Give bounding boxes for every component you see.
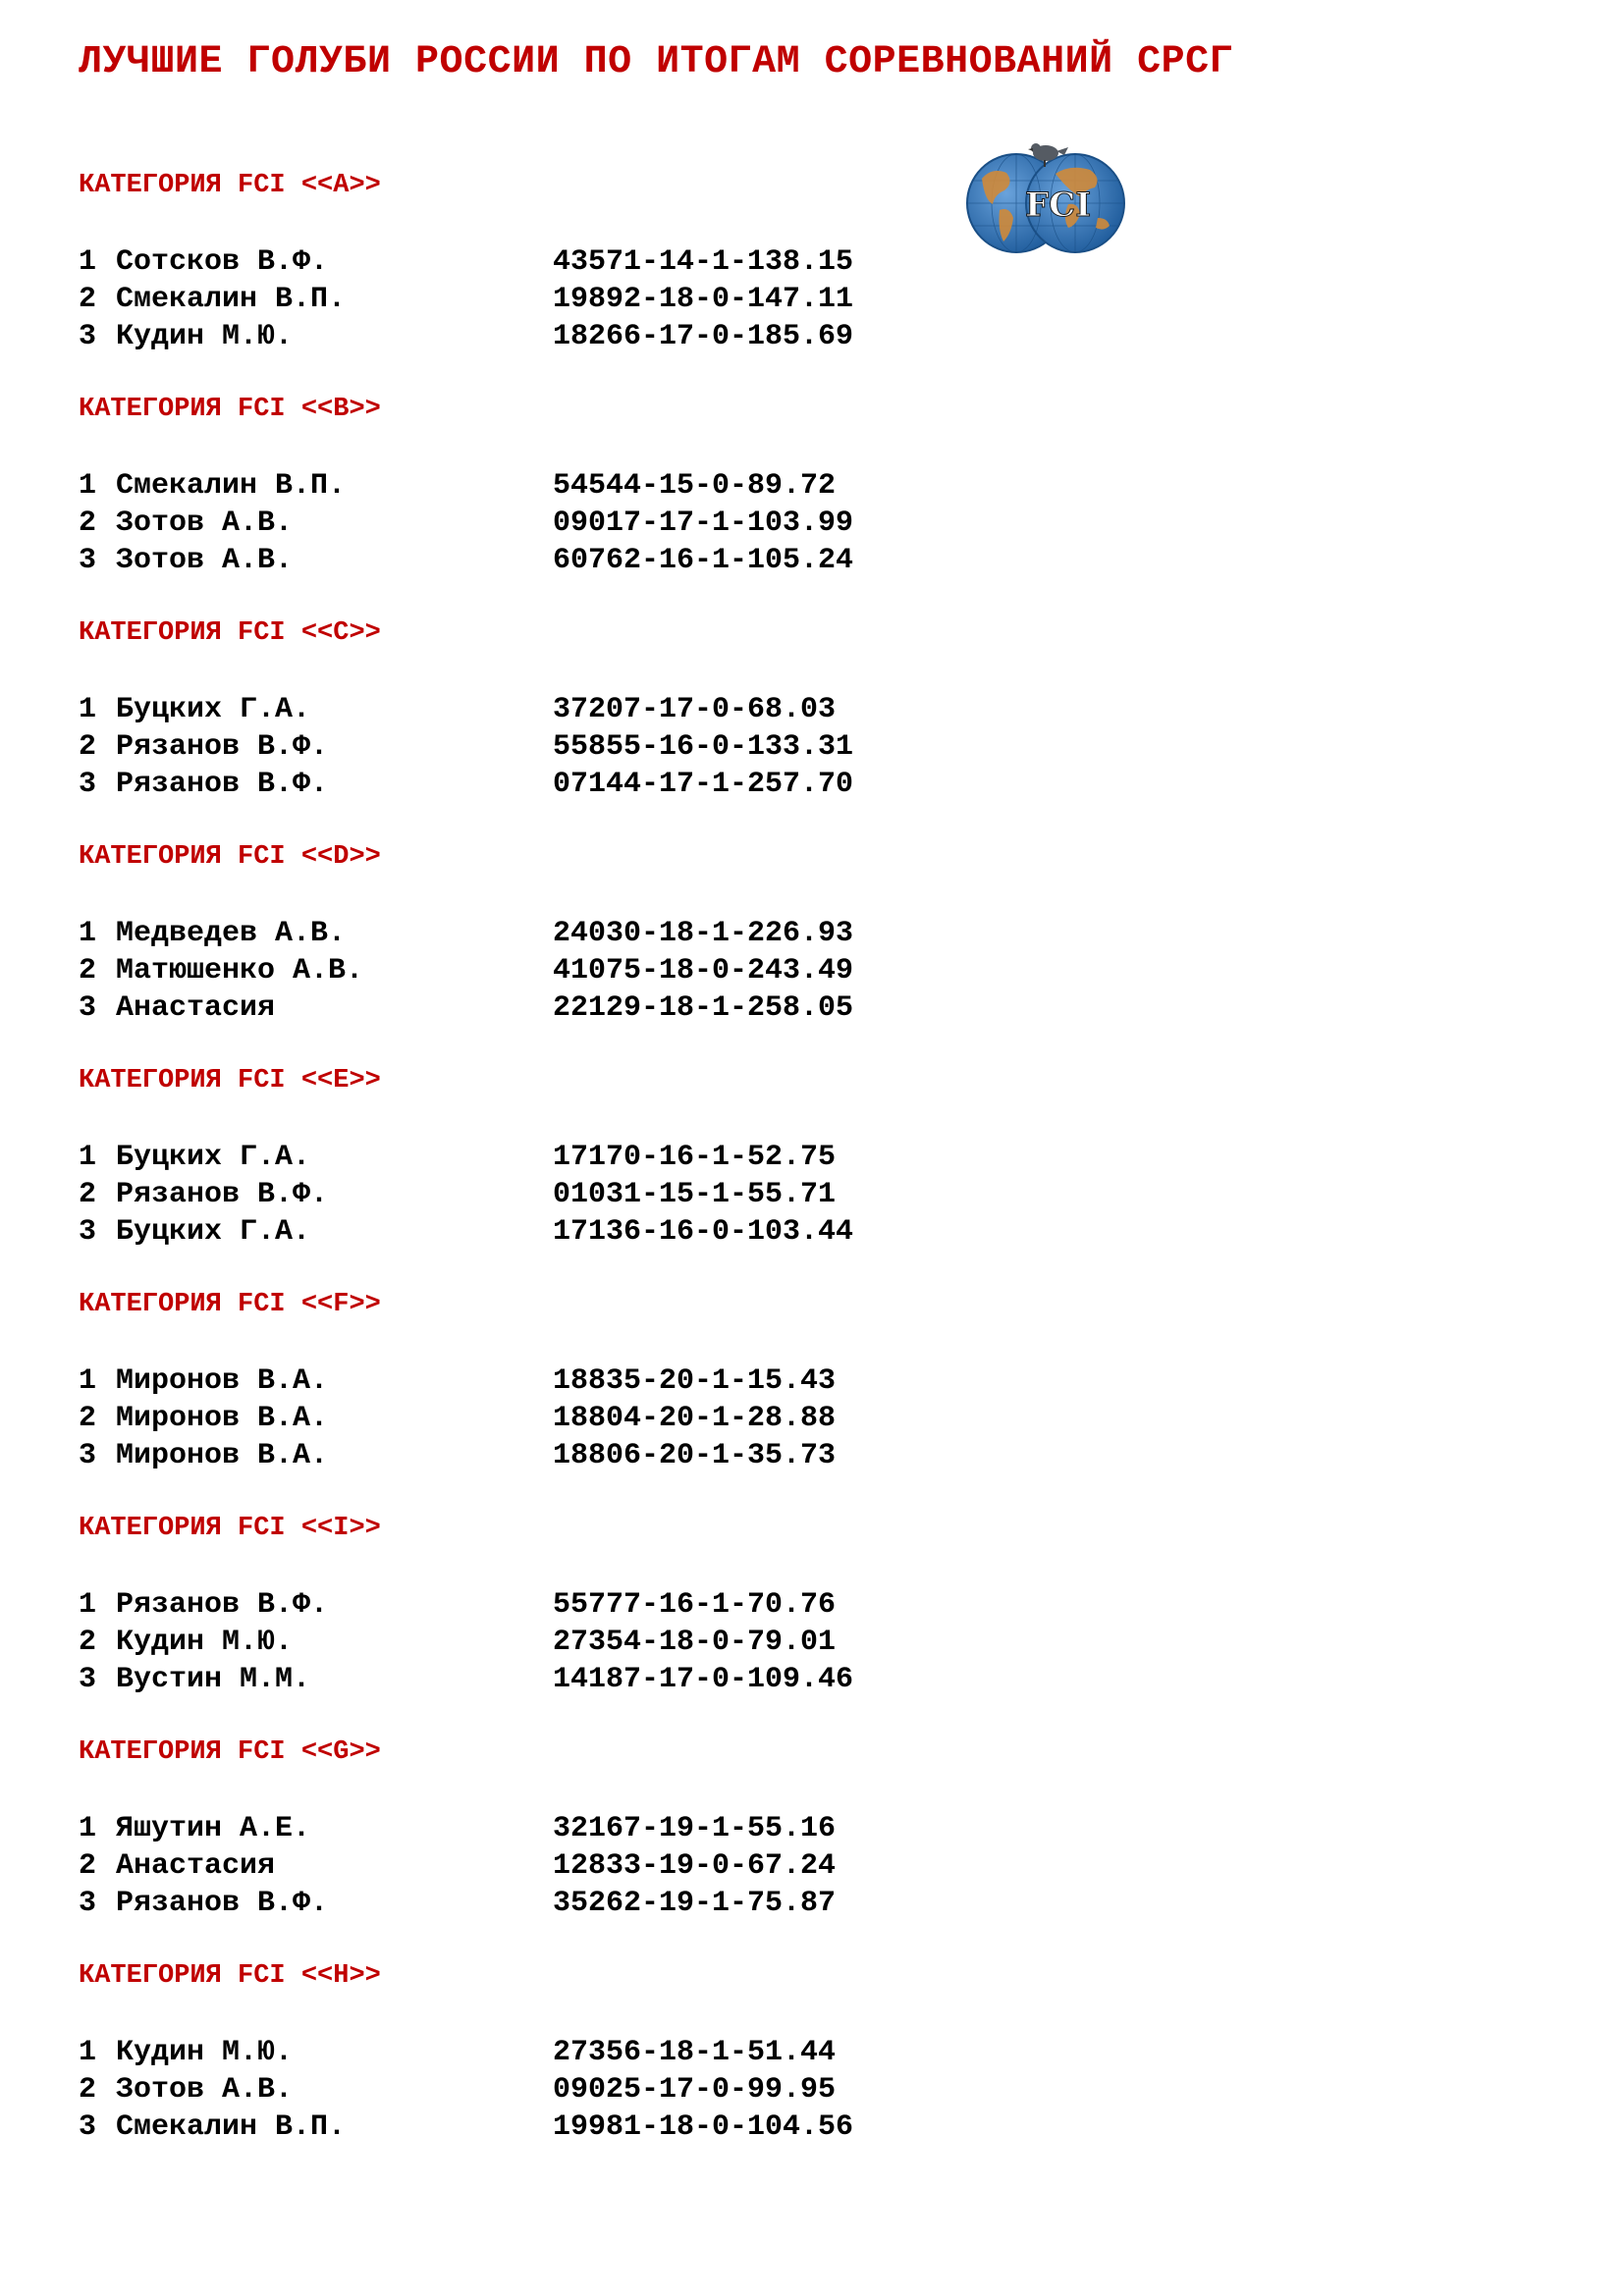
ring-number: 41075-18-0-243.49	[553, 954, 854, 988]
result-place: 1	[79, 917, 97, 950]
result-rows	[79, 243, 962, 355]
page-title: ЛУЧШИЕ ГОЛУБИ РОССИИ ПО ИТОГАМ СОРЕВНОВАНИЙ СРСГ	[79, 40, 1234, 84]
owner-name: Буцких Г.А.	[116, 1215, 311, 1249]
result-row	[79, 243, 962, 281]
ring-number: 18804-20-1-28.88	[553, 1402, 837, 1435]
fci-globe-pigeon-logo	[962, 139, 1129, 257]
result-row	[79, 505, 962, 542]
ring-number: 60762-16-1-105.24	[553, 544, 854, 577]
result-row	[79, 1437, 962, 1474]
category-section	[79, 1288, 962, 1512]
result-place: 2	[79, 1178, 97, 1211]
owner-name: Миронов В.А.	[116, 1402, 329, 1435]
result-place: 2	[79, 1849, 97, 1883]
result-row	[79, 1885, 962, 1922]
category-label: КАТЕГОРИЯ FCI <<D>>	[79, 842, 381, 872]
ring-number: 54544-15-0-89.72	[553, 469, 837, 503]
category-label: КАТЕГОРИЯ FCI <<F>>	[79, 1290, 381, 1319]
category-section	[79, 1064, 962, 1288]
result-row	[79, 989, 962, 1027]
ring-number: 19981-18-0-104.56	[553, 2110, 854, 2144]
owner-name: Рязанов В.Ф.	[116, 1887, 329, 1920]
result-row	[79, 2034, 962, 2071]
owner-name: Рязанов В.Ф.	[116, 730, 329, 764]
owner-name: Миронов В.А.	[116, 1439, 329, 1472]
ring-number: 55855-16-0-133.31	[553, 730, 854, 764]
owner-name: Зотов А.В.	[116, 544, 294, 577]
owner-name: Кудин М.Ю.	[116, 2036, 294, 2069]
category-section	[79, 169, 962, 393]
result-rows	[79, 1362, 962, 1474]
result-row	[79, 1176, 962, 1213]
result-place: 3	[79, 544, 97, 577]
result-row	[79, 1624, 962, 1661]
ring-number: 18266-17-0-185.69	[553, 320, 854, 353]
ring-number: 35262-19-1-75.87	[553, 1887, 837, 1920]
ring-number: 55777-16-1-70.76	[553, 1588, 837, 1622]
result-place: 2	[79, 283, 97, 316]
result-place: 1	[79, 1588, 97, 1622]
result-place: 1	[79, 693, 97, 726]
ring-number: 17170-16-1-52.75	[553, 1141, 837, 1174]
owner-name: Рязанов В.Ф.	[116, 1588, 329, 1622]
owner-name: Яшутин А.Е.	[116, 1812, 311, 1845]
result-place: 3	[79, 320, 97, 353]
result-place: 3	[79, 768, 97, 801]
category-section	[79, 616, 962, 840]
category-label: КАТЕГОРИЯ FCI <<A>>	[79, 171, 381, 200]
result-place: 2	[79, 730, 97, 764]
owner-name: Зотов А.В.	[116, 507, 294, 540]
ring-number: 18806-20-1-35.73	[553, 1439, 837, 1472]
owner-name: Сотсков В.Ф.	[116, 245, 329, 279]
ring-number: 14187-17-0-109.46	[553, 1663, 854, 1696]
result-row	[79, 1661, 962, 1698]
ring-number: 37207-17-0-68.03	[553, 693, 837, 726]
owner-name: Вустин М.М.	[116, 1663, 311, 1696]
ring-number: 43571-14-1-138.15	[553, 245, 854, 279]
result-rows	[79, 1139, 962, 1251]
result-place: 3	[79, 991, 97, 1025]
category-section	[79, 1735, 962, 1959]
category-section	[79, 840, 962, 1064]
owner-name: Кудин М.Ю.	[116, 1626, 294, 1659]
category-label: КАТЕГОРИЯ FCI <<B>>	[79, 395, 381, 424]
result-place: 1	[79, 245, 97, 279]
result-row	[79, 2071, 962, 2109]
category-list	[79, 169, 962, 2183]
owner-name: Анастасия	[116, 991, 276, 1025]
result-row	[79, 1810, 962, 1847]
result-rows	[79, 2034, 962, 2146]
owner-name: Зотов А.В.	[116, 2073, 294, 2107]
ring-number: 07144-17-1-257.70	[553, 768, 854, 801]
result-place: 2	[79, 1402, 97, 1435]
result-row	[79, 542, 962, 579]
result-rows	[79, 1586, 962, 1698]
result-place: 2	[79, 2073, 97, 2107]
result-place: 1	[79, 469, 97, 503]
result-place: 2	[79, 507, 97, 540]
result-rows	[79, 1810, 962, 1922]
ring-number: 27354-18-0-79.01	[553, 1626, 837, 1659]
category-section	[79, 1512, 962, 1735]
category-label: КАТЕГОРИЯ FCI <<I>>	[79, 1514, 381, 1543]
owner-name: Анастасия	[116, 1849, 276, 1883]
owner-name: Смекалин В.П.	[116, 2110, 347, 2144]
result-place: 1	[79, 1812, 97, 1845]
result-row	[79, 467, 962, 505]
ring-number: 09025-17-0-99.95	[553, 2073, 837, 2107]
owner-name: Смекалин В.П.	[116, 469, 347, 503]
result-place: 1	[79, 2036, 97, 2069]
result-place: 1	[79, 1364, 97, 1398]
result-row	[79, 281, 962, 318]
result-place: 1	[79, 1141, 97, 1174]
ring-number: 17136-16-0-103.44	[553, 1215, 854, 1249]
ring-number: 22129-18-1-258.05	[553, 991, 854, 1025]
result-place: 3	[79, 1887, 97, 1920]
result-row	[79, 2109, 962, 2146]
result-row	[79, 728, 962, 766]
result-row	[79, 915, 962, 952]
result-rows	[79, 467, 962, 579]
result-row	[79, 1400, 962, 1437]
result-row	[79, 766, 962, 803]
result-row	[79, 691, 962, 728]
ring-number: 19892-18-0-147.11	[553, 283, 854, 316]
ring-number: 24030-18-1-226.93	[553, 917, 854, 950]
result-place: 3	[79, 1663, 97, 1696]
result-row	[79, 952, 962, 989]
ring-number: 27356-18-1-51.44	[553, 2036, 837, 2069]
ring-number: 12833-19-0-67.24	[553, 1849, 837, 1883]
result-row	[79, 1213, 962, 1251]
result-place: 3	[79, 1439, 97, 1472]
result-row	[79, 318, 962, 355]
ring-number: 18835-20-1-15.43	[553, 1364, 837, 1398]
ring-number: 32167-19-1-55.16	[553, 1812, 837, 1845]
result-place: 3	[79, 2110, 97, 2144]
result-place: 3	[79, 1215, 97, 1249]
owner-name: Буцких Г.А.	[116, 693, 311, 726]
owner-name: Смекалин В.П.	[116, 283, 347, 316]
svg-text:FCI: FCI	[1025, 186, 1092, 225]
category-label: КАТЕГОРИЯ FCI <<E>>	[79, 1066, 381, 1095]
category-label: КАТЕГОРИЯ FCI <<H>>	[79, 1961, 381, 1991]
owner-name: Рязанов В.Ф.	[116, 1178, 329, 1211]
ring-number: 01031-15-1-55.71	[553, 1178, 837, 1211]
owner-name: Буцких Г.А.	[116, 1141, 311, 1174]
category-label: КАТЕГОРИЯ FCI <<C>>	[79, 618, 381, 648]
category-label: КАТЕГОРИЯ FCI <<G>>	[79, 1737, 381, 1767]
ring-number: 09017-17-1-103.99	[553, 507, 854, 540]
result-row	[79, 1362, 962, 1400]
owner-name: Кудин М.Ю.	[116, 320, 294, 353]
owner-name: Миронов В.А.	[116, 1364, 329, 1398]
owner-name: Медведев А.В.	[116, 917, 347, 950]
result-rows	[79, 691, 962, 803]
category-section	[79, 393, 962, 616]
result-row	[79, 1139, 962, 1176]
owner-name: Рязанов В.Ф.	[116, 768, 329, 801]
result-place: 2	[79, 1626, 97, 1659]
result-row	[79, 1586, 962, 1624]
result-row	[79, 1847, 962, 1885]
result-place: 2	[79, 954, 97, 988]
result-rows	[79, 915, 962, 1027]
category-section	[79, 1959, 962, 2183]
owner-name: Матюшенко А.В.	[116, 954, 364, 988]
